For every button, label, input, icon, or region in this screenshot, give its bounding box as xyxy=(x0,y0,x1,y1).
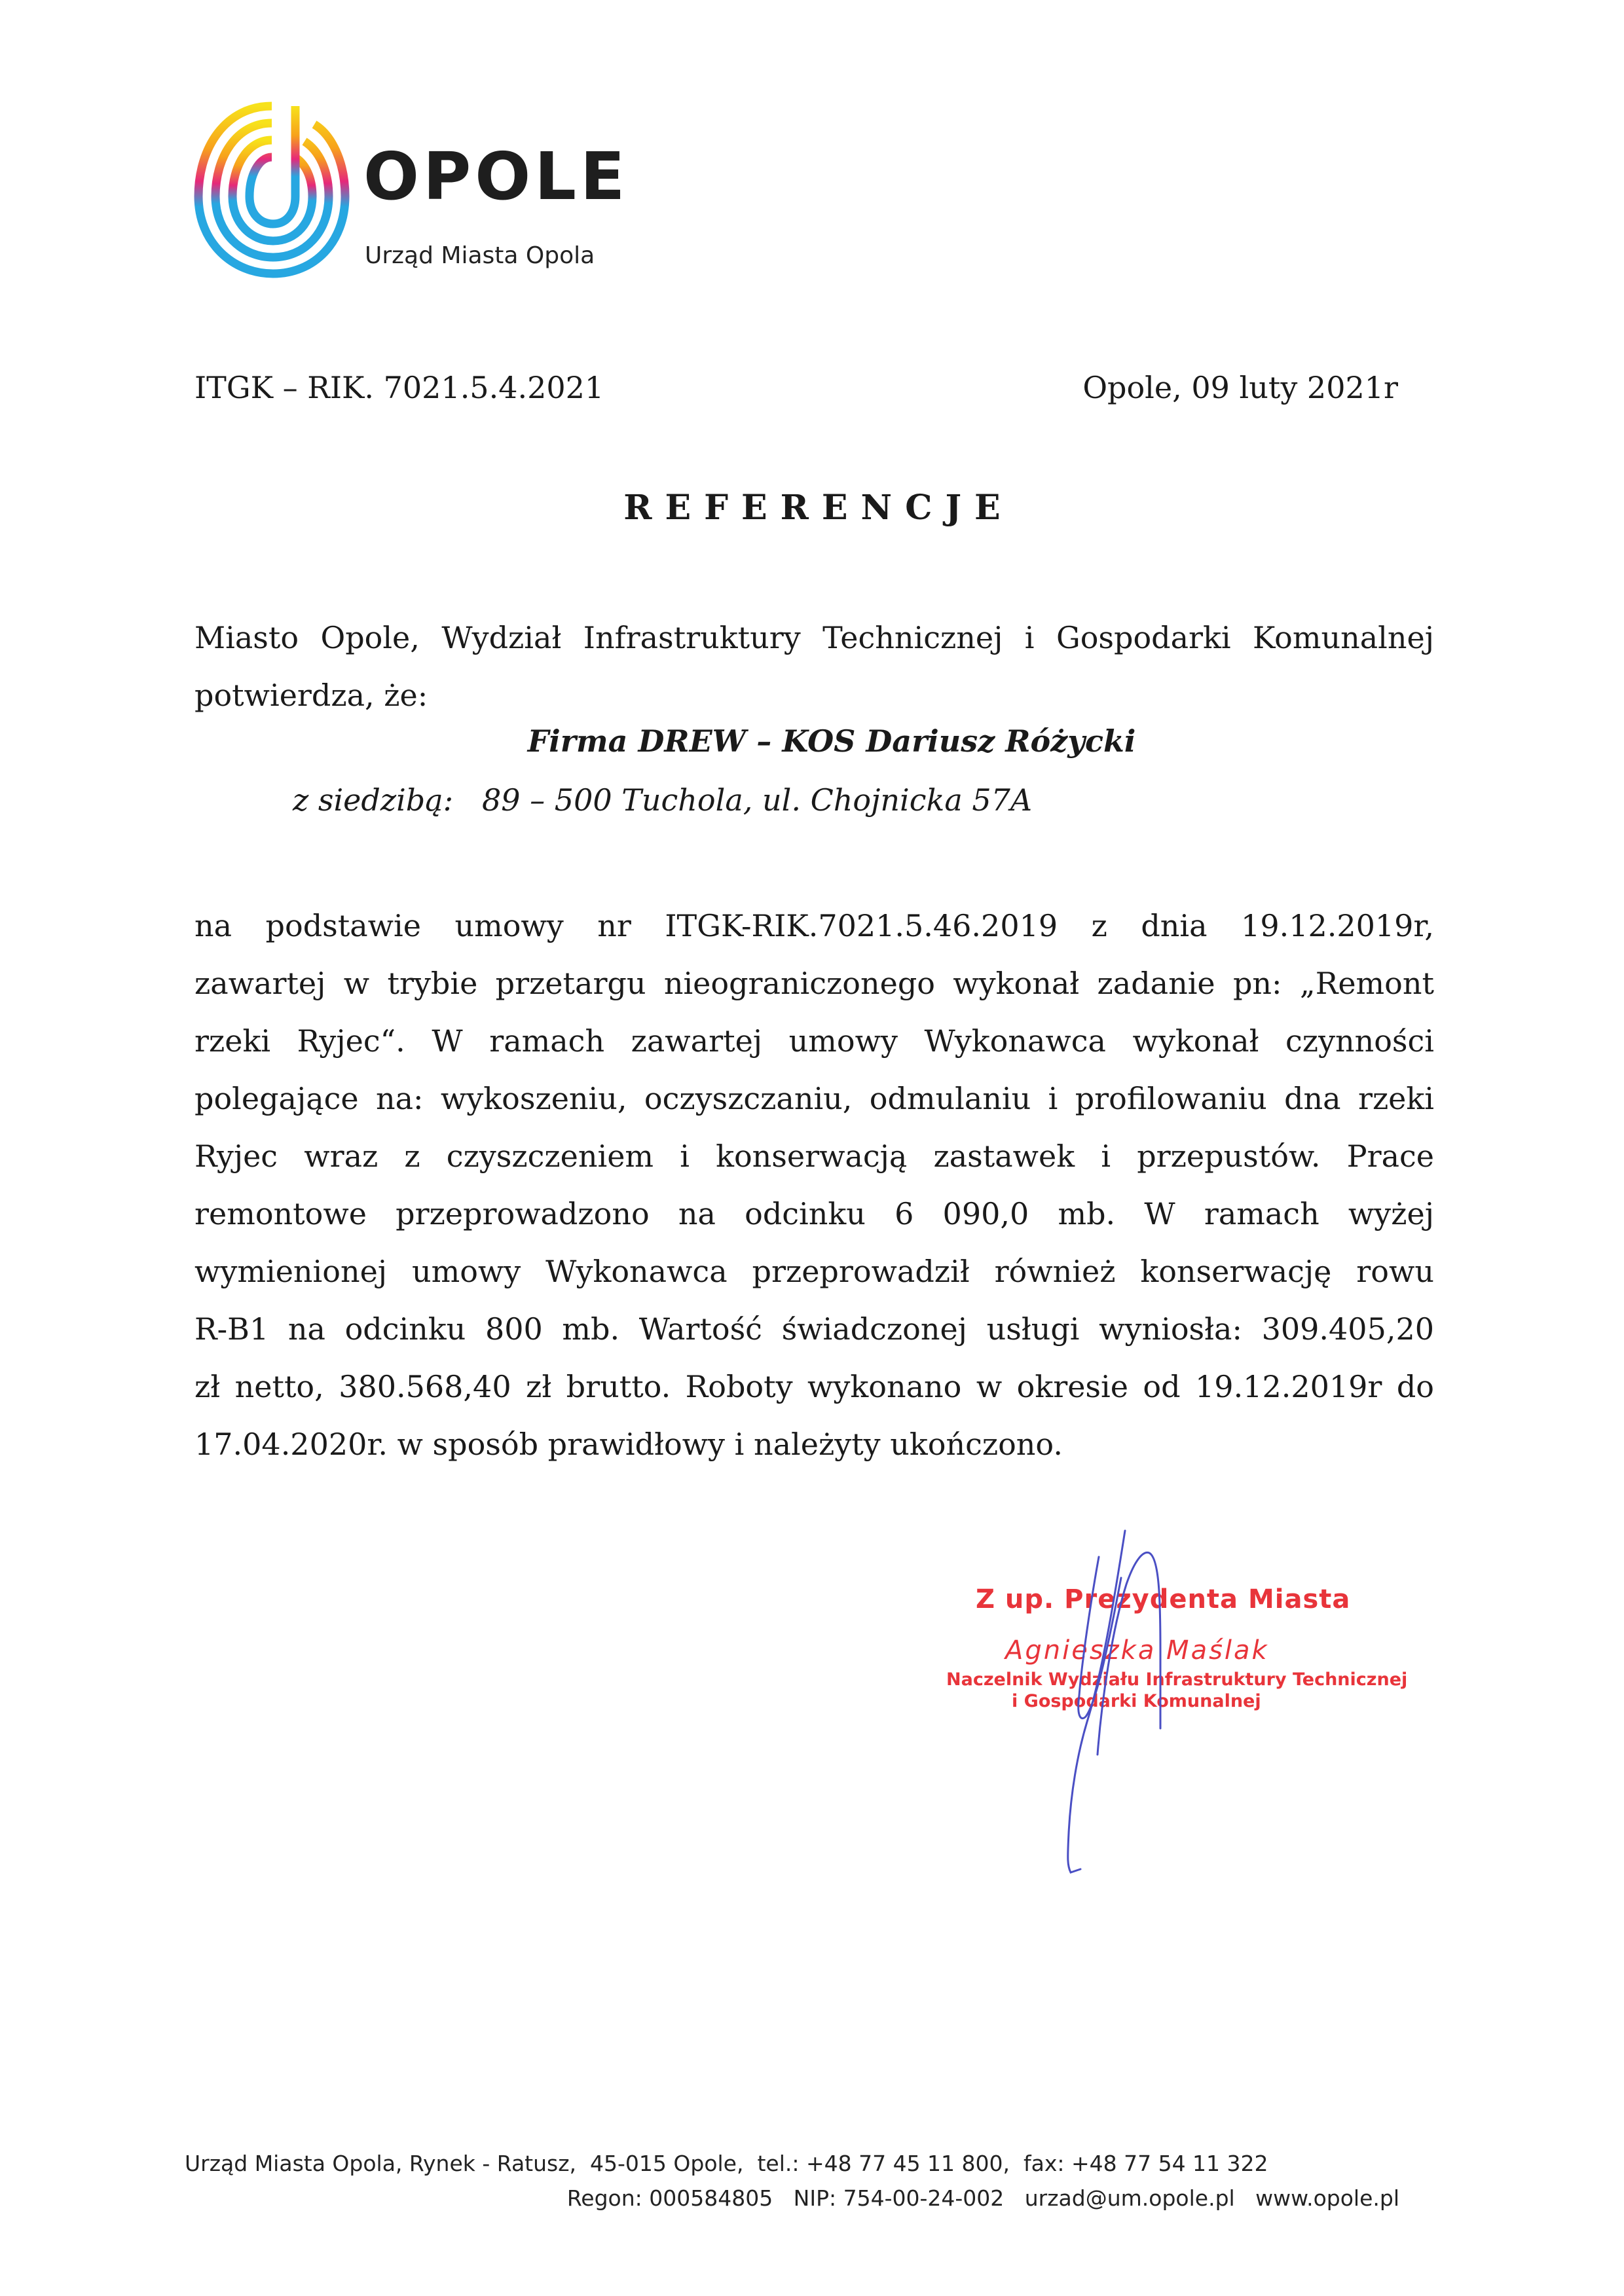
stamp-authorization: Z up. Prezydenta Miasta xyxy=(976,1584,1351,1614)
footer-address: Urząd Miasta Opola, Rynek - Ratusz, 45-015 Opole, tel.: +48 77 45 11 800, fax: +48 77 54 11 322 xyxy=(185,2151,1268,2176)
intro-line-2: potwierdza, że: xyxy=(194,678,428,713)
body-line: zł netto, 380.568,40 zł brutto. Roboty wykonano w okresie od 19.12.2019r do xyxy=(194,1369,1434,1404)
intro-paragraph xyxy=(194,609,1434,724)
body-paragraph xyxy=(194,897,1434,1473)
logo-wordmark: OPOLE xyxy=(363,138,629,215)
intro-line-1: Miasto Opole, Wydział Infrastruktury Technicznej i Gospodarki Komunalnej xyxy=(194,620,1434,655)
opole-logo-icon xyxy=(193,98,350,278)
stamp-position-line-1: Naczelnik Wydziału Infrastruktury Technicznej xyxy=(946,1669,1408,1690)
body-line: na podstawie umowy nr ITGK-RIK.7021.5.46.2019 z dnia 19.12.2019r, xyxy=(194,908,1434,943)
body-line: rzeki Ryjec“. W ramach zawartej umowy Wykonawca wykonał czynności xyxy=(194,1023,1434,1059)
stamp-signatory-name: Agnieszka Maślak xyxy=(1005,1635,1269,1666)
body-line: polegające na: wykoszeniu, oczyszczaniu, odmulaniu i profilowaniu dna rzeki xyxy=(194,1081,1434,1116)
body-line: Ryjec wraz z czyszczeniem i konserwacją zastawek i przepustów. Prace xyxy=(194,1139,1434,1174)
letterhead-logo xyxy=(193,98,629,288)
body-line: remontowe przeprowadzono na odcinku 6 090,0 mb. W ramach wyżej xyxy=(194,1196,1434,1231)
document-title: REFERENCJE xyxy=(623,488,1014,528)
body-line: R-B1 na odcinku 800 mb. Wartość świadczonej usługi wyniosła: 309.405,20 xyxy=(194,1311,1434,1347)
place-and-date: Opole, 09 luty 2021r xyxy=(1082,370,1398,405)
stamp-position-line-2: i Gospodarki Komunalnej xyxy=(1012,1691,1261,1711)
official-stamp xyxy=(930,1506,1454,1912)
body-line: zawartej w trybie przetargu nieograniczonego wykonał zadanie pn: „Remont xyxy=(194,966,1434,1001)
body-line: 17.04.2020r. w sposób prawidłowy i należyty ukończono. xyxy=(194,1427,1063,1462)
contractor-name: Firma DREW – KOS Dariusz Różycki xyxy=(527,723,1136,759)
logo-subtitle: Urząd Miasta Opola xyxy=(365,242,595,269)
reference-number: ITGK – RIK. 7021.5.4.2021 xyxy=(194,370,604,405)
contractor-address: z siedzibą: 89 – 500 Tuchola, ul. Chojnicka 57A xyxy=(293,782,1033,818)
footer-registration: Regon: 000584805 NIP: 754-00-24-002 urzad@um.opole.pl www.opole.pl xyxy=(566,2185,1399,2211)
body-line: wymienionej umowy Wykonawca przeprowadził również konserwację rowu xyxy=(194,1254,1434,1289)
